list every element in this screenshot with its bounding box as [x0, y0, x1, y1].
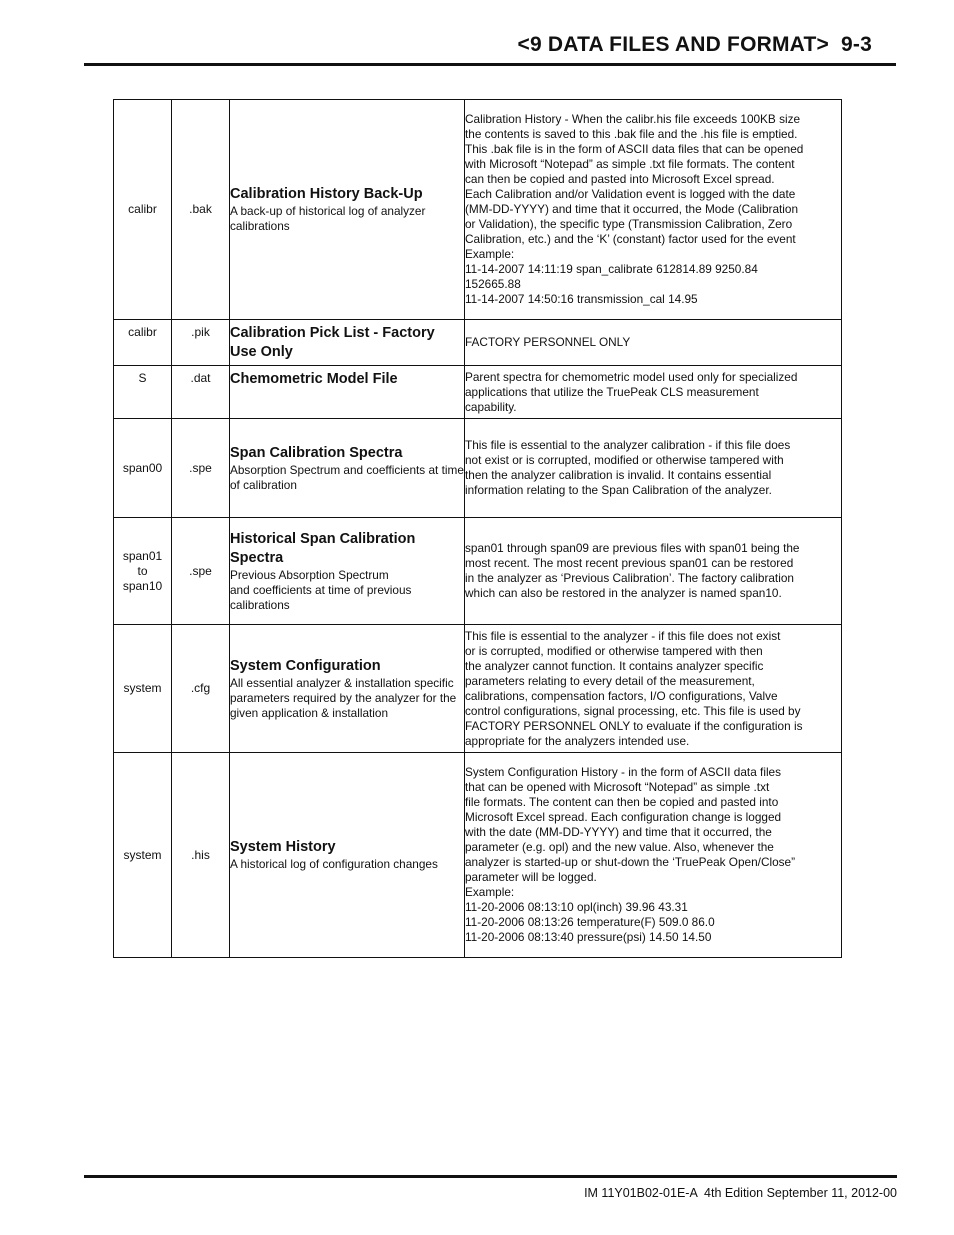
- table-row: [114, 518, 842, 625]
- table-row: [114, 625, 842, 753]
- table-row: [114, 753, 842, 958]
- file-extension-cell: .pik: [172, 320, 230, 366]
- file-description: This file is essential to the analyzer - if this file does not exist or is corrupted, modified or otherwise tampered with then the analyzer cannot function. It contains analyzer specific parameters relating to every detail of the measurement, calibrations, compensation factors, I/O configurations, Valve control configurations, signal processing, etc. This file is used by FACTORY PERSONNEL ONLY to evaluate if the configuration is appropriate for the analyzers intended use.: [465, 625, 842, 753]
- file-subtitle: A historical log of configuration changes: [230, 857, 438, 871]
- file-title: System History: [230, 839, 336, 855]
- page-header: [84, 30, 896, 66]
- file-subtitle: A back-up of historical log of analyzer calibrations: [230, 204, 426, 233]
- file-title: Historical Span Calibration Spectra: [230, 530, 416, 566]
- page-footer: [84, 1175, 897, 1200]
- file-description: This file is essential to the analyzer calibration - if this file does not exist or is corrupted, modified or otherwise tampered with then the analyzer calibration is invalid. It contains essential information relating to the Span Calibration of the analyzer.: [465, 419, 842, 518]
- file-extension-cell: .spe: [172, 419, 230, 518]
- table-row: [114, 419, 842, 518]
- file-description: System Configuration History - in the form of ASCII data files that can be opened with Microsoft “Notepad” as simple .txt file formats. The content can then be copied and pasted into Microsoft Excel spread. Each configuration change is logged with the date (MM-DD-YYYY) and time that it occurred, the parameter (e.g. opl) and the new value. Also, whenever the analyzer is started-up or shut-down the ‘TruePeak Open/Close” parameter will be logged. Example: 11-20-2006 08:13:10 opl(inch) 39.96 43.31 11-20-2006 08:13:26 temperature(F) 509.0 86.0 11-20-2006 08:13:40 pressure(psi) 14.50 14.50: [465, 753, 842, 958]
- file-name-cell: system: [114, 753, 172, 958]
- file-title-cell: [230, 100, 465, 320]
- file-title-cell: [230, 320, 465, 366]
- file-extension-cell: .bak: [172, 100, 230, 320]
- file-title-cell: [230, 625, 465, 753]
- file-title: System Configuration: [230, 657, 381, 674]
- file-name-cell: span01 to span10: [114, 518, 172, 625]
- table-row: [114, 366, 842, 419]
- file-title: Calibration History Back-Up: [230, 186, 423, 202]
- data-files-table: [113, 99, 842, 958]
- file-extension-cell: .dat: [172, 366, 230, 419]
- file-title: Span Calibration Spectra: [230, 444, 403, 461]
- file-name-cell: span00: [114, 419, 172, 518]
- table-row: [114, 100, 842, 320]
- file-title-cell: [230, 366, 465, 419]
- file-subtitle: Previous Absorption Spectrum and coefficients at time of previous calibrations: [230, 567, 412, 612]
- file-description: Parent spectra for chemometric model used only for specialized applications that utilize the TruePeak CLS measurement capability.: [465, 366, 842, 419]
- file-title-cell: [230, 518, 465, 625]
- file-title: Calibration Pick List - Factory Use Only: [230, 325, 435, 360]
- file-title-cell: [230, 753, 465, 958]
- file-subtitle: All essential analyzer & installation specific parameters required by the analyzer for the given application & installation: [230, 675, 457, 720]
- page-title: <9 DATA FILES AND FORMAT> 9-3: [517, 33, 872, 56]
- file-description: Calibration History - When the calibr.his file exceeds 100KB size the contents is saved to this .bak file and the .his file is emptied. This .bak file is in the form of ASCII data files that can be opened with Microsoft “Notepad” as simple .txt file formats. The content can then be copied and pasted into Microsoft Excel spread. Each Calibration and/or Validation event is logged with the date (MM-DD-YYYY) and time that it occurred, the Mode (Calibration or Validation), the specific type (Transmission Calibration, Zero Calibration, etc.) and the ‘K’ (constant) factor used for the event Example: 11-14-2007 14:11:19 span_calibrate 612814.89 9250.84 152665.88 11-14-2007 14:50:16 transmission_cal 14.95: [465, 100, 842, 320]
- file-extension-cell: .cfg: [172, 625, 230, 753]
- footer-document-id: IM 11Y01B02-01E-A 4th Edition September 11, 2012-00: [584, 1186, 897, 1200]
- file-name-cell: calibr: [114, 320, 172, 366]
- file-description: FACTORY PERSONNEL ONLY: [465, 320, 842, 366]
- file-title: Chemometric Model File: [230, 371, 398, 387]
- file-extension-cell: .his: [172, 753, 230, 958]
- file-name-cell: S: [114, 366, 172, 419]
- file-subtitle: Absorption Spectrum and coefficients at time of calibration: [230, 462, 464, 492]
- file-title-cell: [230, 419, 465, 518]
- table-row: [114, 320, 842, 366]
- file-name-cell: calibr: [114, 100, 172, 320]
- file-description: span01 through span09 are previous files with span01 being the most recent. The most recent previous span01 can be restored in the analyzer as ‘Previous Calibration’. The factory calibration which can also be restored in the analyzer is named span10.: [465, 518, 842, 625]
- file-name-cell: system: [114, 625, 172, 753]
- file-extension-cell: .spe: [172, 518, 230, 625]
